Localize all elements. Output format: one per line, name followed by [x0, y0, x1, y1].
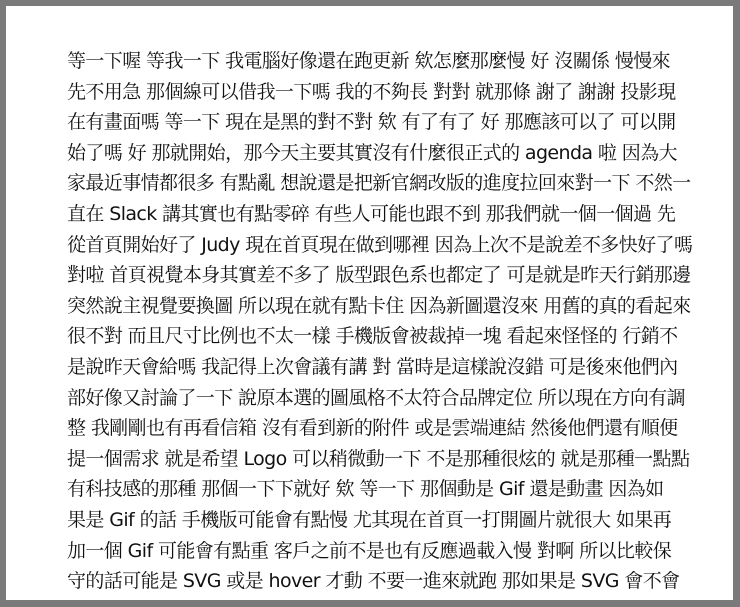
text-line: 果是 Gif 的話 手機版可能會有點慢 尤其現在首頁一打開圖片就很大 如果再 [67, 508, 672, 531]
text-line: 家最近事情都很多 有點亂 想說還是把新官網改版的進度拉回來對一下 不然一 [67, 172, 691, 195]
text-line: 很不對 而且尺寸比例也不太一樣 手機版會被裁掉一塊 看起來怪怪的 行銷不 [67, 325, 678, 348]
text-line: 整 我剛剛也有再看信箱 沒有看到新的附件 或是雲端連結 然後他們還有順便 [67, 417, 678, 440]
text-line: 部好像又討論了一下 說原本選的圖風格不太符合品牌定位 所以現在方向有調 [67, 386, 686, 409]
text-line: 提一個需求 就是希望 Logo 可以稍微動一下 不是那種很炫的 就是那種一點點 [67, 447, 690, 470]
text-line: 等一下喔 等我一下 我電腦好像還在跑更新 欸怎麼那麼慢 好 沒關係 慢慢來 [67, 50, 671, 72]
text-line: 加一個 Gif 可能會有點重 客戶之前不是也有反應過載入慢 對啊 所以比較保 [67, 539, 672, 562]
text-line: 從首頁開始好了 Judy 現在首頁現在做到哪裡 因為上次不是說差不多快好了嗎 [67, 233, 693, 256]
text-line: 始了嗎 好 那就開始，那今天主要其實沒有什麼很正式的 agenda 啦 因為大 [67, 141, 677, 164]
text-line: 先不用急 那個線可以借我一下嗎 我的不夠長 對對 就那條 謝了 謝謝 投影現 [67, 80, 676, 103]
text-line: 直在 Slack 講其實也有點零碎 有些人可能也跟不到 那我們就一個一個過 先 [67, 202, 676, 225]
document-page [6, 6, 733, 600]
text-line: 對啦 首頁視覺本身其實差不多了 版型跟色系也都定了 可是就是昨天行銷那邊 [67, 264, 691, 287]
text-line: 守的話可能是 SVG 或是 hover 才動 不要一進來就跑 那如果是 SVG 會不會 [67, 570, 680, 593]
text-line: 是說昨天會給嗎 我記得上次會議有講 對 當時是這樣說沒錯 可是後來他們內 [67, 355, 678, 378]
text-line: 在有畫面嗎 等一下 現在是黑的對不對 欸 有了有了 好 那應該可以了 可以開 [67, 111, 676, 134]
text-line: 有科技感的那種 那個一下下就好 欸 等一下 那個動是 Gif 還是動畫 因為如 [67, 478, 664, 501]
transcript-text [67, 46, 693, 597]
text-line: 突然說主視覺要換圖 所以現在就有點卡住 因為新圖還沒來 用舊的真的看起來 [67, 294, 691, 317]
